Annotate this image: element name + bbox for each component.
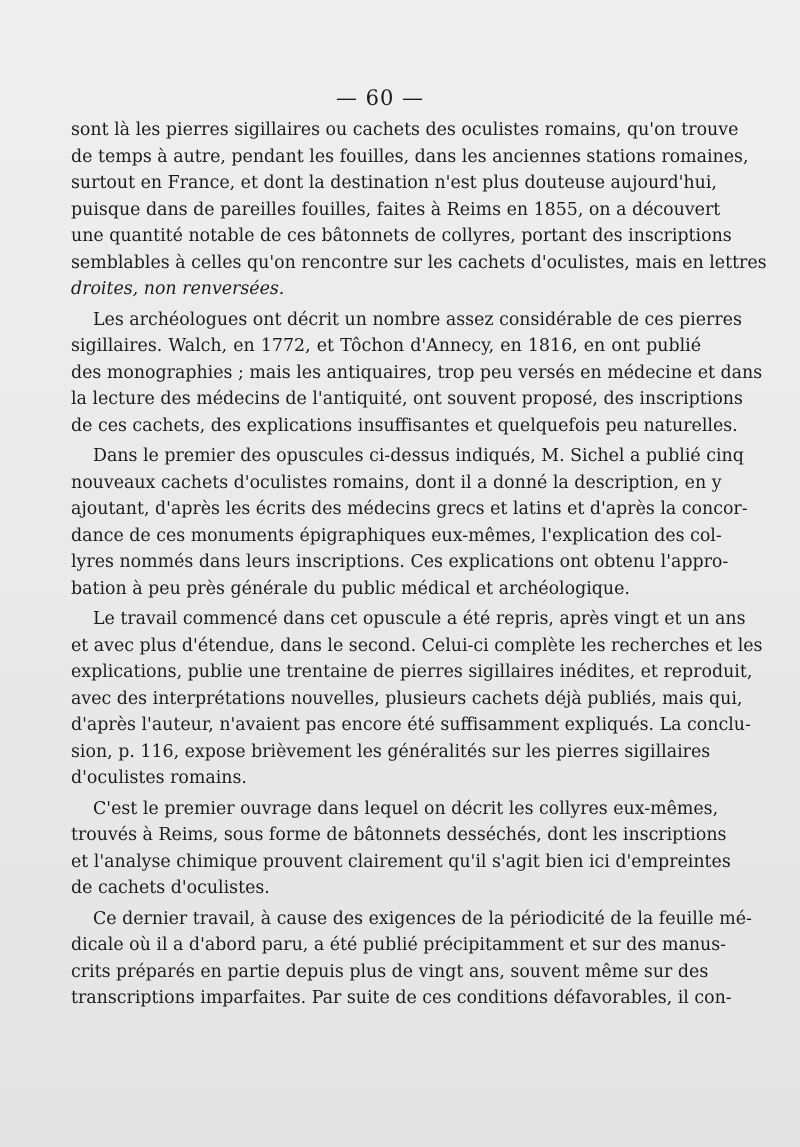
text-line: surtout en France, et dont la destination n'est plus douteuse aujourd'hui, bbox=[71, 173, 717, 193]
text-line: lyres nommés dans leurs inscriptions. Ces explications ont obtenu l'appro- bbox=[71, 552, 729, 572]
text-line: une quantité notable de ces bâtonnets de collyres, portant des inscriptions bbox=[71, 226, 732, 246]
text-line: d'oculistes romains. bbox=[71, 768, 247, 788]
text-line: Le travail commencé dans cet opuscule a été repris, après vingt et un ans bbox=[93, 609, 746, 629]
text-line: la lecture des médecins de l'antiquité, ont souvent proposé, des inscriptions bbox=[71, 389, 743, 409]
text-line: explications, publie une trentaine de pierres sigillaires inédites, et reproduit, bbox=[71, 662, 753, 682]
text-line: ajoutant, d'après les écrits des médecins grecs et latins et d'après la concor- bbox=[71, 499, 748, 519]
text-line: et l'analyse chimique prouvent clairement qu'il s'agit bien ici d'empreintes bbox=[71, 851, 731, 872]
text-line: trouvés à Reims, sous forme de bâtonnets desséchés, dont les inscriptions bbox=[71, 825, 727, 845]
text-line: droites, non renversées. bbox=[71, 279, 285, 299]
text-line: d'après l'auteur, n'avaient pas encore été suffisamment expliqués. La conclu- bbox=[71, 715, 751, 735]
body-text bbox=[71, 117, 767, 1012]
text-line: et avec plus d'étendue, dans le second. Celui-ci complète les recherches et les bbox=[71, 635, 763, 656]
text-line: transcriptions imparfaites. Par suite de ces conditions défavorables, il con- bbox=[71, 988, 732, 1008]
paragraph-3 bbox=[71, 443, 748, 602]
text-line: Dans le premier des opuscules ci-dessus indiqués, M. Sichel a publié cinq bbox=[93, 446, 744, 466]
text-line: Ce dernier travail, à cause des exigences de la périodicité de la feuille mé- bbox=[93, 908, 752, 929]
text-line: Les archéologues ont décrit un nombre assez considérable de ces pierres bbox=[93, 309, 742, 330]
text-line: nouveaux cachets d'oculistes romains, dont il a donné la description, en y bbox=[71, 472, 722, 493]
text-line: semblables à celles qu'on rencontre sur les cachets d'oculistes, mais en lettres bbox=[71, 252, 767, 273]
paragraph-5 bbox=[71, 796, 731, 902]
text-line: sont là les pierres sigillaires ou cachets des oculistes romains, qu'on trouve bbox=[71, 120, 739, 140]
page-number: — 60 — bbox=[335, 86, 425, 110]
paragraph-6 bbox=[71, 906, 752, 1012]
paragraph-2 bbox=[71, 307, 763, 440]
text-line: de ces cachets, des explications insuffisantes et quelquefois peu naturelles. bbox=[71, 415, 738, 436]
text-line: de cachets d'oculistes. bbox=[71, 878, 270, 898]
text-line: des monographies ; mais les antiquaires, trop peu versés en médecine et dans bbox=[71, 362, 763, 383]
text-line: puisque dans de pareilles fouilles, faites à Reims en 1855, on a découvert bbox=[71, 199, 721, 220]
text-line: avec des interprétations nouvelles, plusieurs cachets déjà publiés, mais qui, bbox=[71, 688, 743, 709]
text-line: dance de ces monuments épigraphiques eux-mêmes, l'explication des col- bbox=[71, 525, 722, 546]
paragraph-1 bbox=[71, 117, 767, 303]
text-line: bation à peu près générale du public médical et archéologique. bbox=[71, 578, 630, 599]
text-line: crits préparés en partie depuis plus de vingt ans, souvent même sur des bbox=[71, 961, 709, 982]
text-line: C'est le premier ouvrage dans lequel on décrit les collyres eux-mêmes, bbox=[93, 798, 719, 819]
paragraph-4 bbox=[71, 606, 763, 792]
text-line: sion, p. 116, expose brièvement les généralités sur les pierres sigillaires bbox=[71, 741, 711, 762]
text-line: sigillaires. Walch, en 1772, et Tôchon d'Annecy, en 1816, en ont publié bbox=[71, 336, 701, 356]
text-line: de temps à autre, pendant les fouilles, dans les anciennes stations romaines, bbox=[71, 146, 749, 167]
text-line: dicale où il a d'abord paru, a été publié précipitamment et sur des manus- bbox=[71, 935, 727, 955]
